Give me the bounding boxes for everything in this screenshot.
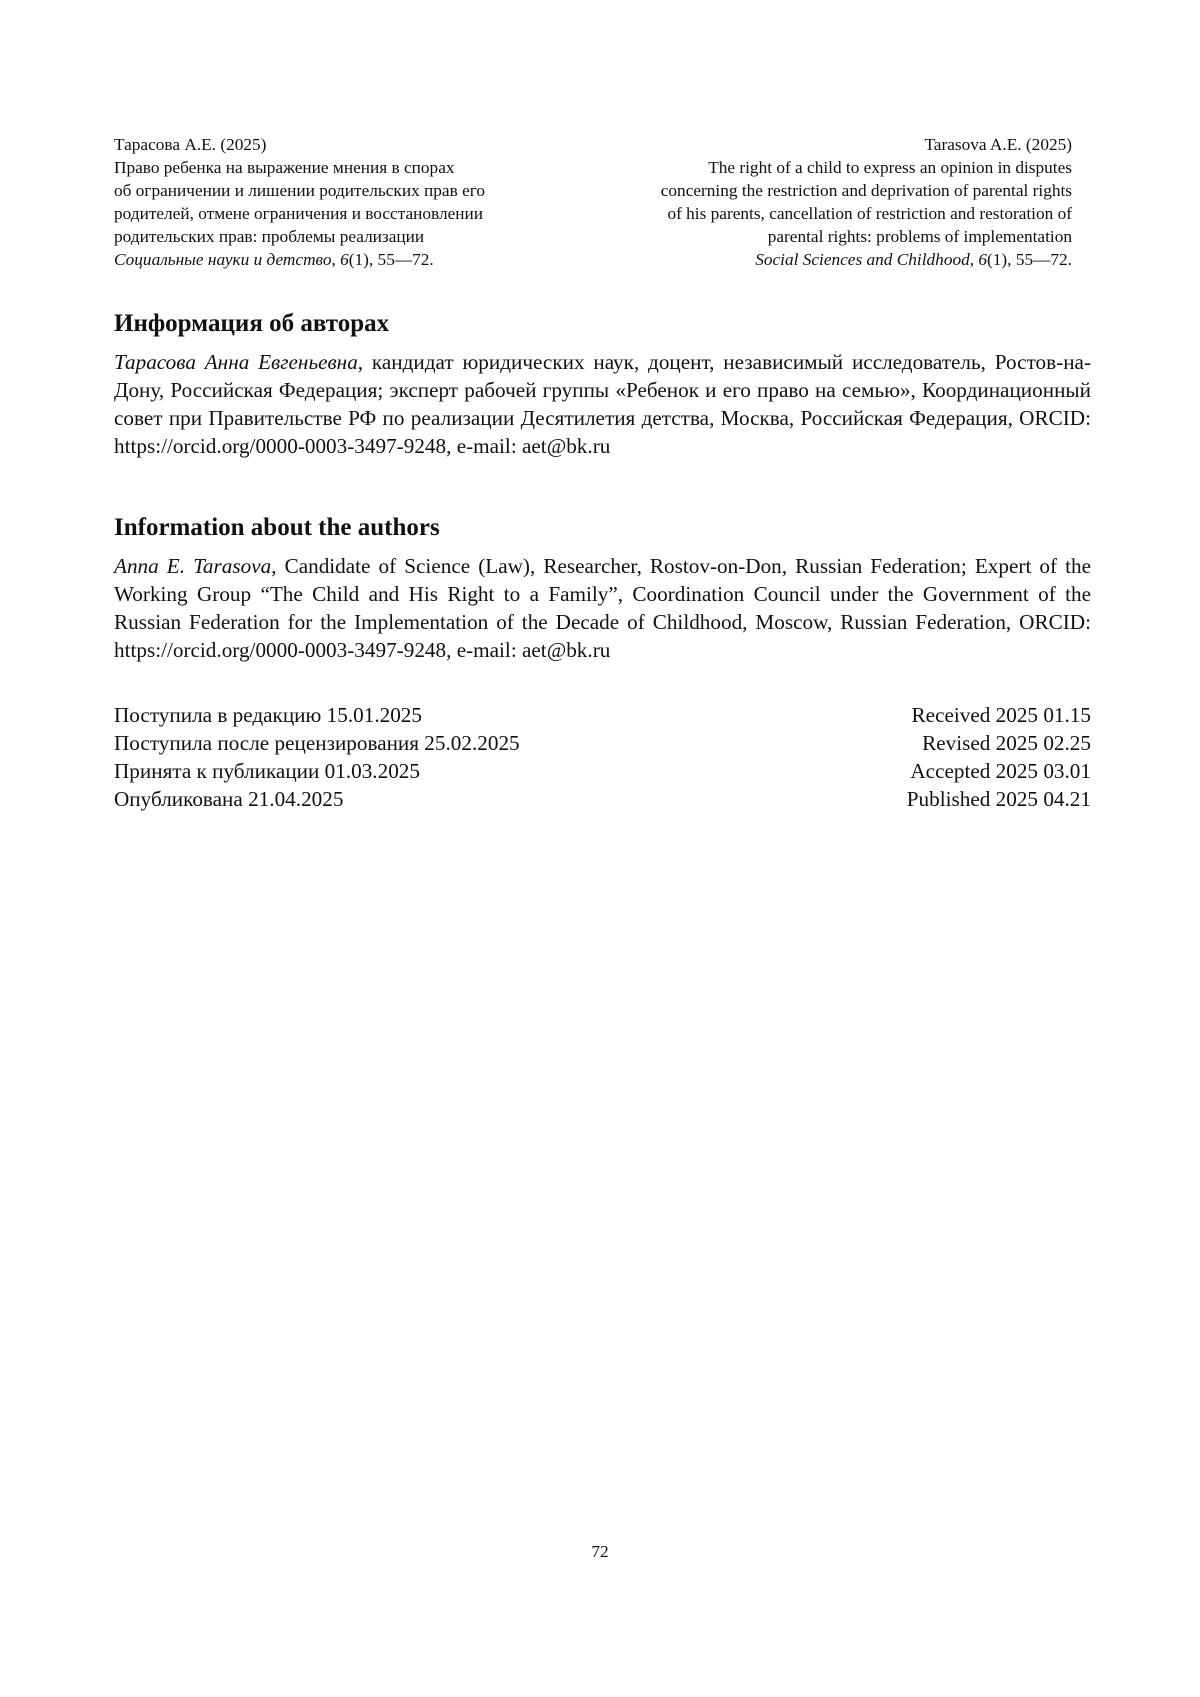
citation-ru-journal: Социальные науки и детство — [114, 250, 331, 269]
date-published-en: Published 2025 04.21 — [907, 785, 1091, 813]
citation-ru-source: Социальные науки и детство, 6(1), 55—72. — [114, 248, 584, 271]
authors-en-paragraph — [114, 552, 1091, 664]
citation-ru — [114, 133, 584, 271]
citation-en-title-line: parental rights: problems of implementation — [602, 225, 1072, 248]
author-en-name: Anna E. Tarasova — [114, 554, 271, 578]
citation-ru-title-line: Право ребенка на выражение мнения в спорах — [114, 156, 584, 179]
date-revised-en: Revised 2025 02.25 — [907, 729, 1091, 757]
citation-en-title-line: of his parents, cancellation of restriction and restoration of — [602, 202, 1072, 225]
citation-en-title-line: concerning the restriction and deprivation of parental rights — [602, 179, 1072, 202]
authors-ru-heading: Информация об авторах — [114, 309, 389, 339]
author-ru-details: , кандидат юридических наук, доцент, независимый исследователь, Ростов-на-Дону, Российская Федерация; эксперт рабочей группы «Ребенок и его право на семью», Координационный совет при Правительстве РФ по реализации Десятилетия детства, Москва, Российская Федерация, ORCID: https://orcid.org/0000-0003-3497-9248, e-mail: aet@bk.ru — [114, 350, 1091, 458]
citation-header — [114, 133, 1072, 271]
authors-ru-paragraph — [114, 348, 1091, 460]
publication-dates — [114, 701, 1091, 813]
citation-en-volume: 6 — [978, 250, 987, 269]
date-received-en: Received 2025 01.15 — [907, 701, 1091, 729]
citation-en-title-line: The right of a child to express an opinion in disputes — [602, 156, 1072, 179]
citation-ru-title-line: об ограничении и лишении родительских прав его — [114, 179, 584, 202]
page-number: 72 — [0, 1541, 1200, 1563]
date-received-ru: Поступила в редакцию 15.01.2025 — [114, 701, 520, 729]
citation-en-author-year: Tarasova A.E. (2025) — [602, 133, 1072, 156]
citation-en-journal: Social Sciences and Childhood — [755, 250, 970, 269]
author-en-details: , Candidate of Science (Law), Researcher, Rostov-on-Don, Russian Federation; Expert of the Working Group “The Child and His Right to a Family”, Coordination Council under the Government of the Russian Federation for the Implementation of the Decade of Childhood, Moscow, Russian Federation, ORCID: https://orcid.org/0000-0003-3497-9248, e-mail: aet@bk.ru — [114, 554, 1091, 662]
author-ru-name: Тарасова Анна Евгеньевна — [114, 350, 358, 374]
date-published-ru: Опубликована 21.04.2025 — [114, 785, 520, 813]
citation-ru-author-year: Тарасова А.Е. (2025) — [114, 133, 584, 156]
citation-ru-title-line: родителей, отмене ограничения и восстановлении — [114, 202, 584, 225]
citation-ru-issue-pages: (1), 55—72. — [349, 250, 434, 269]
date-accepted-ru: Принята к публикации 01.03.2025 — [114, 757, 520, 785]
date-accepted-en: Accepted 2025 03.01 — [907, 757, 1091, 785]
citation-ru-volume: 6 — [340, 250, 349, 269]
dates-en — [907, 701, 1091, 813]
dates-ru — [114, 701, 520, 813]
date-revised-ru: Поступила после рецензирования 25.02.2025 — [114, 729, 520, 757]
authors-en-heading: Information about the authors — [114, 513, 440, 543]
citation-en — [602, 133, 1072, 271]
citation-en-issue-pages: (1), 55—72. — [987, 250, 1072, 269]
citation-ru-title-line: родительских прав: проблемы реализации — [114, 225, 584, 248]
citation-en-source: Social Sciences and Childhood, 6(1), 55—72. — [602, 248, 1072, 271]
